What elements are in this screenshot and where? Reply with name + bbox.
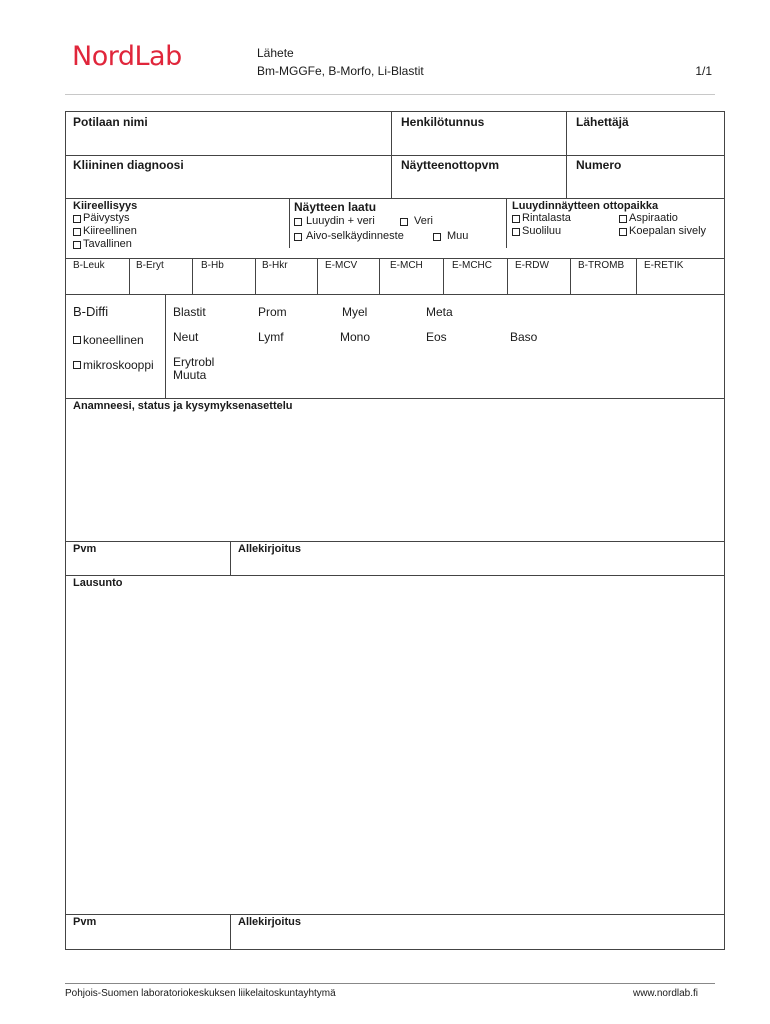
site-option-suoliluu[interactable]: Suoliluu bbox=[512, 225, 561, 238]
test-e-retik[interactable]: E-RETIK bbox=[636, 259, 724, 295]
diff-method-column bbox=[66, 295, 165, 398]
quality-option-aivo-selkaydinneste[interactable]: Aivo-selkäydinneste bbox=[294, 230, 404, 243]
header-divider bbox=[65, 94, 715, 95]
patient-name-label: Potilaan nimi bbox=[73, 115, 148, 129]
referral-form bbox=[65, 111, 725, 950]
cell-prom[interactable]: Prom bbox=[258, 305, 287, 319]
test-b-leuk[interactable]: B-Leuk bbox=[73, 260, 105, 271]
cell-neut[interactable]: Neut bbox=[173, 330, 199, 344]
page-number: 1/1 bbox=[695, 64, 712, 78]
quality-option-muu[interactable]: Muu bbox=[433, 230, 468, 243]
signature-cell-2[interactable] bbox=[230, 914, 724, 949]
cell-blastit[interactable]: Blastit bbox=[173, 305, 206, 319]
checkbox-icon[interactable] bbox=[73, 228, 81, 236]
sender-label: Lähettäjä bbox=[576, 115, 629, 129]
test-e-mch[interactable]: E-MCH bbox=[379, 259, 443, 295]
date-cell-1[interactable] bbox=[66, 541, 230, 575]
patient-name-cell[interactable] bbox=[66, 112, 391, 155]
test-b-tromb[interactable]: B-TROMB bbox=[570, 259, 636, 295]
urgency-option-kiireellinen[interactable]: Kiireellinen bbox=[73, 225, 137, 238]
footer-divider bbox=[65, 983, 715, 984]
checkbox-icon[interactable] bbox=[512, 215, 520, 223]
checkbox-icon[interactable] bbox=[619, 228, 627, 236]
document-title: Lähete bbox=[257, 46, 294, 60]
urgency-title: Kiireellisyys bbox=[73, 200, 138, 212]
site-option-rintalasta[interactable]: Rintalasta bbox=[512, 212, 571, 225]
checkbox-icon[interactable] bbox=[619, 215, 627, 223]
sample-date-cell[interactable] bbox=[391, 155, 566, 198]
test-e-rdw[interactable]: E-RDW bbox=[507, 259, 570, 295]
test-e-mcv[interactable]: E-MCV bbox=[317, 259, 379, 295]
sender-cell[interactable] bbox=[566, 112, 724, 155]
diff-cell-types bbox=[165, 295, 724, 398]
cell-erytrobl[interactable]: Erytrobl bbox=[173, 355, 215, 369]
date-label-2: Pvm bbox=[73, 916, 97, 928]
footer-website[interactable]: www.nordlab.fi bbox=[632, 988, 698, 999]
cell-mono[interactable]: Mono bbox=[340, 330, 371, 344]
checkbox-icon[interactable] bbox=[400, 218, 408, 226]
cell-myel[interactable]: Myel bbox=[342, 305, 368, 319]
checkbox-icon[interactable] bbox=[73, 215, 81, 223]
checkbox-icon[interactable] bbox=[73, 241, 81, 249]
sample-date-label: Näytteenottopvm bbox=[401, 158, 500, 172]
lab-tests-row bbox=[66, 258, 724, 295]
urgency-section bbox=[66, 198, 289, 248]
checkbox-icon[interactable] bbox=[433, 233, 441, 241]
date-cell-2[interactable] bbox=[66, 914, 230, 949]
test-b-eryt[interactable]: B-Eryt bbox=[129, 259, 192, 295]
anamnesis-label: Anamneesi, status ja kysymyksenasettelu bbox=[73, 400, 293, 412]
checkbox-icon[interactable] bbox=[294, 233, 302, 241]
ssn-cell[interactable] bbox=[391, 112, 566, 155]
checkbox-icon[interactable] bbox=[73, 336, 81, 344]
checkbox-icon[interactable] bbox=[73, 361, 81, 369]
number-label: Numero bbox=[576, 158, 622, 172]
signature-label-1: Allekirjoitus bbox=[238, 543, 301, 555]
sample-quality-section bbox=[289, 198, 506, 248]
cell-lymf[interactable]: Lymf bbox=[258, 330, 284, 344]
signature-label-2: Allekirjoitus bbox=[238, 916, 301, 928]
diagnosis-label: Kliininen diagnoosi bbox=[73, 158, 184, 172]
cell-eos[interactable]: Eos bbox=[426, 330, 447, 344]
signature-cell-1[interactable] bbox=[230, 541, 724, 575]
test-b-hkr[interactable]: B-Hkr bbox=[255, 259, 317, 295]
urgency-option-paivystys[interactable]: Päivystys bbox=[73, 212, 129, 225]
date-label-1: Pvm bbox=[73, 543, 97, 555]
urgency-option-tavallinen[interactable]: Tavallinen bbox=[73, 238, 132, 251]
cell-meta[interactable]: Meta bbox=[426, 305, 453, 319]
marrow-site-section bbox=[506, 198, 724, 248]
footer-organization: Pohjois-Suomen laboratoriokeskuksen liikelaitoskuntayhtymä bbox=[65, 988, 336, 999]
anamnesis-area[interactable] bbox=[66, 398, 724, 541]
statement-label: Lausunto bbox=[73, 577, 123, 589]
test-e-mchc[interactable]: E-MCHC bbox=[443, 259, 507, 295]
checkbox-icon[interactable] bbox=[512, 228, 520, 236]
diff-section bbox=[66, 294, 724, 398]
diff-title: B-Diffi bbox=[73, 304, 109, 319]
cell-baso[interactable]: Baso bbox=[510, 330, 538, 344]
quality-option-veri[interactable]: Veri bbox=[400, 215, 433, 228]
diagnosis-cell[interactable] bbox=[66, 155, 391, 198]
nordlab-logo: NordLab bbox=[72, 41, 182, 72]
sample-quality-title: Näytteen laatu bbox=[294, 200, 377, 214]
site-option-aspiraatio[interactable]: Aspiraatio bbox=[619, 212, 678, 225]
cell-muuta[interactable]: Muuta bbox=[173, 368, 207, 382]
diff-option-mikroskooppi[interactable]: mikroskooppi bbox=[73, 358, 154, 372]
site-option-koepalan-sively[interactable]: Koepalan sively bbox=[619, 225, 706, 238]
statement-area[interactable] bbox=[66, 575, 724, 914]
quality-option-luuydin-veri[interactable]: Luuydin + veri bbox=[294, 215, 375, 228]
ssn-label: Henkilötunnus bbox=[401, 115, 485, 129]
marrow-site-title: Luuydinnäytteen ottopaikka bbox=[512, 200, 659, 212]
document-subtitle: Bm-MGGFe, B-Morfo, Li-Blastit bbox=[257, 64, 424, 78]
diff-option-koneellinen[interactable]: koneellinen bbox=[73, 333, 144, 347]
test-b-hb[interactable]: B-Hb bbox=[192, 259, 255, 295]
checkbox-icon[interactable] bbox=[294, 218, 302, 226]
number-cell[interactable] bbox=[566, 155, 724, 198]
